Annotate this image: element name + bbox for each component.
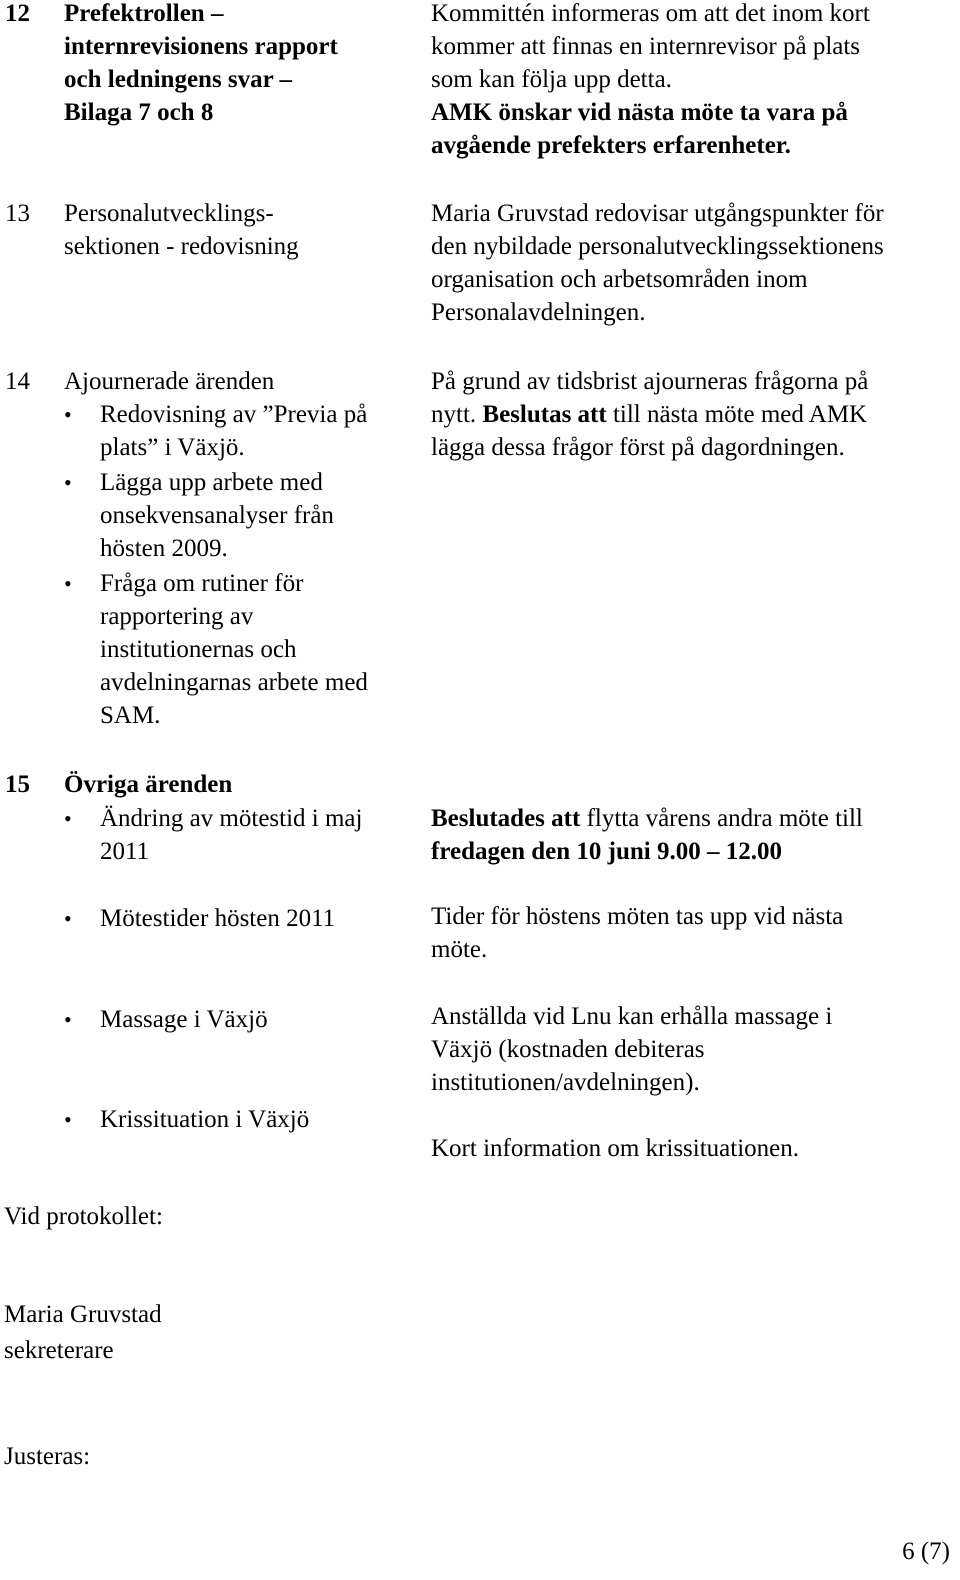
item-14-title: Ajournerade ärenden [64,368,275,395]
item-13-text-line: den nybildade personalutvecklingssektionens [431,233,884,260]
response-line: Anställda vid Lnu kan erhålla massage i [431,1003,833,1030]
bullet-text-line: rapportering av [100,603,254,630]
item-14-text [431,365,951,464]
item-13-number: 13 [5,200,30,227]
bullet-text-line: plats” i Växjö. [100,434,245,461]
item-13-text-line: Maria Gruvstad redovisar utgångspunkter för [431,200,884,227]
item-15-response [431,1132,951,1165]
item-12-decision-line: AMK önskar vid nästa möte ta vara på [431,99,848,126]
bullet-icon: • [64,402,72,427]
bullet-text-line: Massage i Växjö [100,1006,268,1033]
adjust-label: Justeras: [4,1443,91,1470]
bullet-text-line: avdelningarnas arbete med [100,669,368,696]
bullet-icon: • [64,1007,72,1032]
bullet-text-line: Mötestider hösten 2011 [100,905,336,932]
bullet-text-line: hösten 2009. [100,535,228,562]
item-15-title: Övriga ärenden [64,771,233,798]
item-13-title-line: sektionen - redovisning [64,233,299,260]
response-line: institutionen/avdelningen). [431,1069,700,1096]
bullet-text-line: 2011 [100,838,150,865]
item-12-title-line: och ledningens svar – [64,66,293,93]
item-12-number: 12 [5,0,30,27]
bullet-text-line: institutionernas och [100,636,297,663]
bullet-text-line: Fråga om rutiner för [100,570,304,597]
response-line: Växjö (kostnaden debiteras [431,1036,705,1063]
bullet-text-line: onsekvensanalyser från [100,502,334,529]
item-12-title-line: Prefektrollen – [64,0,224,27]
item-12-text [431,0,951,162]
bullet-text-line: Lägga upp arbete med [100,469,323,496]
item-12-title-line: internrevisionens rapport [64,33,338,60]
item-14-number: 14 [5,368,30,395]
response-line: Beslutades att flytta vårens andra möte till [431,805,863,832]
bullet-icon: • [64,906,72,931]
page-number: 6 (7) [902,1538,950,1565]
secretary-name: Maria Gruvstad [4,1301,162,1328]
item-13-title [64,197,404,263]
item-15-response [431,802,951,868]
item-14-text-line: På grund av tidsbrist ajourneras frågorna på [431,368,869,395]
item-13-text-line: organisation och arbetsområden inom [431,266,808,293]
protocol-label: Vid protokollet: [4,1203,163,1230]
bullet-icon: • [64,806,72,831]
bullet-text-line: Krissituation i Växjö [100,1106,310,1133]
item-13-text-line: Personalavdelningen. [431,299,646,326]
bullet-text-line: Redovisning av ”Previa på [100,401,368,428]
bullet-text-line: SAM. [100,702,161,729]
response-line: Kort information om krissituationen. [431,1135,800,1162]
item-15-number: 15 [5,771,30,798]
item-14-text-line: nytt. Beslutas att till nästa möte med AMK [431,401,868,428]
item-12-title-line: Bilaga 7 och 8 [64,99,214,126]
item-15-response [431,900,951,966]
bullet-icon: • [64,1107,72,1132]
item-13-title-line: Personalutvecklings- [64,200,274,227]
response-line: möte. [431,936,488,963]
item-12-text-line: kommer att finnas en internrevisor på plats [431,33,861,60]
decision-phrase: Beslutas att [482,401,607,428]
bullet-icon: • [64,470,72,495]
item-12-decision-line: avgående prefekters erfarenheter. [431,132,791,159]
response-line: fredagen den 10 juni 9.00 – 12.00 [431,838,782,865]
item-13-text [431,197,951,329]
item-15-response [431,1000,951,1099]
secretary-role: sekreterare [4,1337,114,1364]
decision-phrase: Beslutades att [431,805,581,832]
bullet-icon: • [64,571,72,596]
item-12-text-line: som kan följa upp detta. [431,66,672,93]
bullet-text-line: Ändring av mötestid i maj [100,805,363,832]
item-12-title [64,0,404,129]
item-12-text-line: Kommittén informeras om att det inom kort [431,0,870,27]
item-14-text-line: lägga dessa frågor först på dagordningen. [431,434,845,461]
response-line: Tider för höstens möten tas upp vid nästa [431,903,844,930]
